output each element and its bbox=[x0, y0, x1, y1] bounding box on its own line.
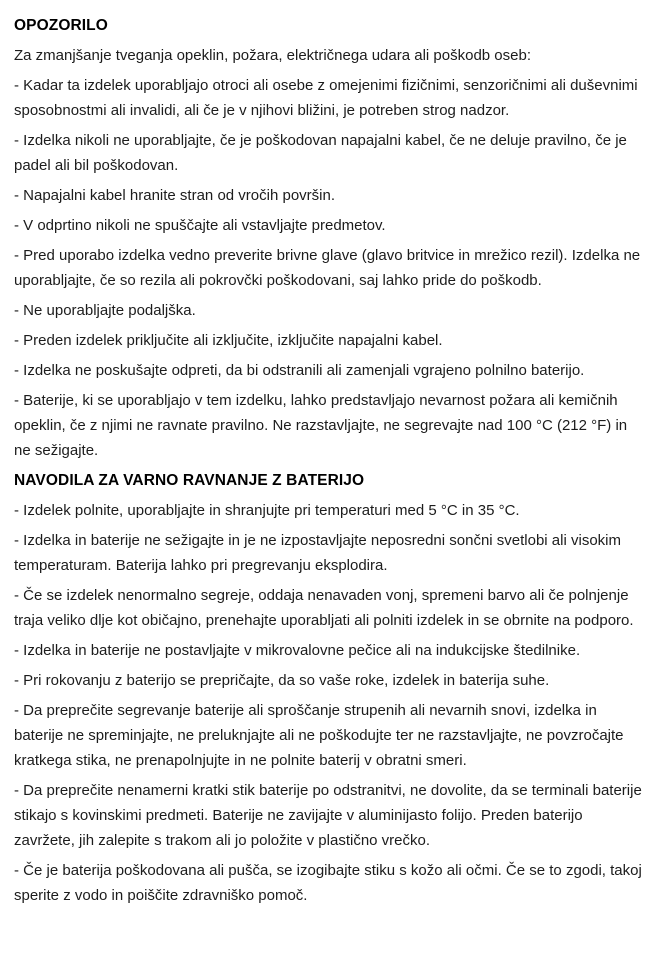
paragraph: - Izdelka in baterije ne sežigajte in je ne izpostavljajte neposredni sončni svetlobi ali visokim temperaturam. Baterija lahko pri pregrevanju eksplodira. bbox=[14, 532, 621, 574]
paragraph: - Izdelka in baterije ne postavljajte v mikrovalovne pečice ali na indukcijske štedilnike. bbox=[14, 642, 581, 659]
section-battery-instructions bbox=[14, 468, 642, 908]
paragraph: - V odprtino nikoli ne spuščajte ali vstavljajte predmetov. bbox=[14, 217, 386, 234]
paragraph: - Pri rokovanju z baterijo se prepričajte, da so vaše roke, izdelek in baterija suhe. bbox=[14, 672, 550, 689]
paragraph: - Preden izdelek priključite ali izključite, izključite napajalni kabel. bbox=[14, 332, 443, 349]
paragraph: - Baterije, ki se uporabljajo v tem izdelku, lahko predstavljajo nevarnost požara ali kemičnih opeklin, če z njimi ne ravnate pravilno. Ne razstavljajte, ne segrevajte nad 100 °C (212 °F) in ne sežigajte. bbox=[14, 392, 628, 459]
paragraph: - Ne uporabljajte podaljška. bbox=[14, 302, 196, 319]
section-heading-warning: OPOZORILO bbox=[14, 17, 108, 34]
section-warning bbox=[14, 13, 642, 463]
paragraph: - Izdelek polnite, uporabljajte in shranjujte pri temperaturi med 5 °C in 35 °C. bbox=[14, 502, 520, 519]
paragraph: - Kadar ta izdelek uporabljajo otroci ali osebe z omejenimi fizičnimi, senzoričnimi ali duševnimi sposobnostmi ali invalidi, ali če je v njihovi bližini, je potreben strog nadzor. bbox=[14, 77, 638, 119]
paragraph: - Pred uporabo izdelka vedno preverite brivne glave (glavo britvice in mrežico rezil). Izdelka ne uporabljajte, če so rezila ali pokrovčki poškodovani, saj lahko pride do poškodb. bbox=[14, 247, 641, 289]
paragraph: - Da preprečite nenamerni kratki stik baterije po odstranitvi, ne dovolite, da se terminali baterije stikajo s kovinskimi predmeti. Baterije ne zavijajte v aluminijasto folijo. Preden baterijo zavržete, jih zalepite s trakom ali jo položite v plastično vrečko. bbox=[14, 782, 642, 849]
paragraph: - Če je baterija poškodovana ali pušča, se izogibajte stiku s kožo ali očmi. Če se to zgodi, takoj sperite z vodo in poiščite zdravniško pomoč. bbox=[14, 862, 642, 904]
paragraph: - Da preprečite segrevanje baterije ali sproščanje strupenih ali nevarnih snovi, izdelka in baterije ne spreminjajte, ne preluknjajte ali ne poškodujte ter ne razstavljajte, ne povzročajte kratkega stika, ne prenapolnjujte in ne polnite baterij v obratni smeri. bbox=[14, 702, 624, 769]
section-heading-battery: NAVODILA ZA VARNO RAVNANJE Z BATERIJO bbox=[14, 472, 365, 489]
paragraph: - Izdelka ne poskušajte odpreti, da bi odstranili ali zamenjali vgrajeno polnilno baterijo. bbox=[14, 362, 585, 379]
paragraph: - Izdelka nikoli ne uporabljajte, če je poškodovan napajalni kabel, če ne deluje pravilno, če je padel ali bil poškodovan. bbox=[14, 132, 627, 174]
paragraph: - Če se izdelek nenormalno segreje, oddaja nenavaden vonj, spremeni barvo ali če polnjenje traja veliko dlje kot običajno, prenehajte uporabljati ali polniti izdelek in se obrnite na podporo. bbox=[14, 587, 634, 629]
intro-paragraph: Za zmanjšanje tveganja opeklin, požara, električnega udara ali poškodb oseb: bbox=[14, 47, 531, 64]
paragraph: - Napajalni kabel hranite stran od vročih površin. bbox=[14, 187, 335, 204]
